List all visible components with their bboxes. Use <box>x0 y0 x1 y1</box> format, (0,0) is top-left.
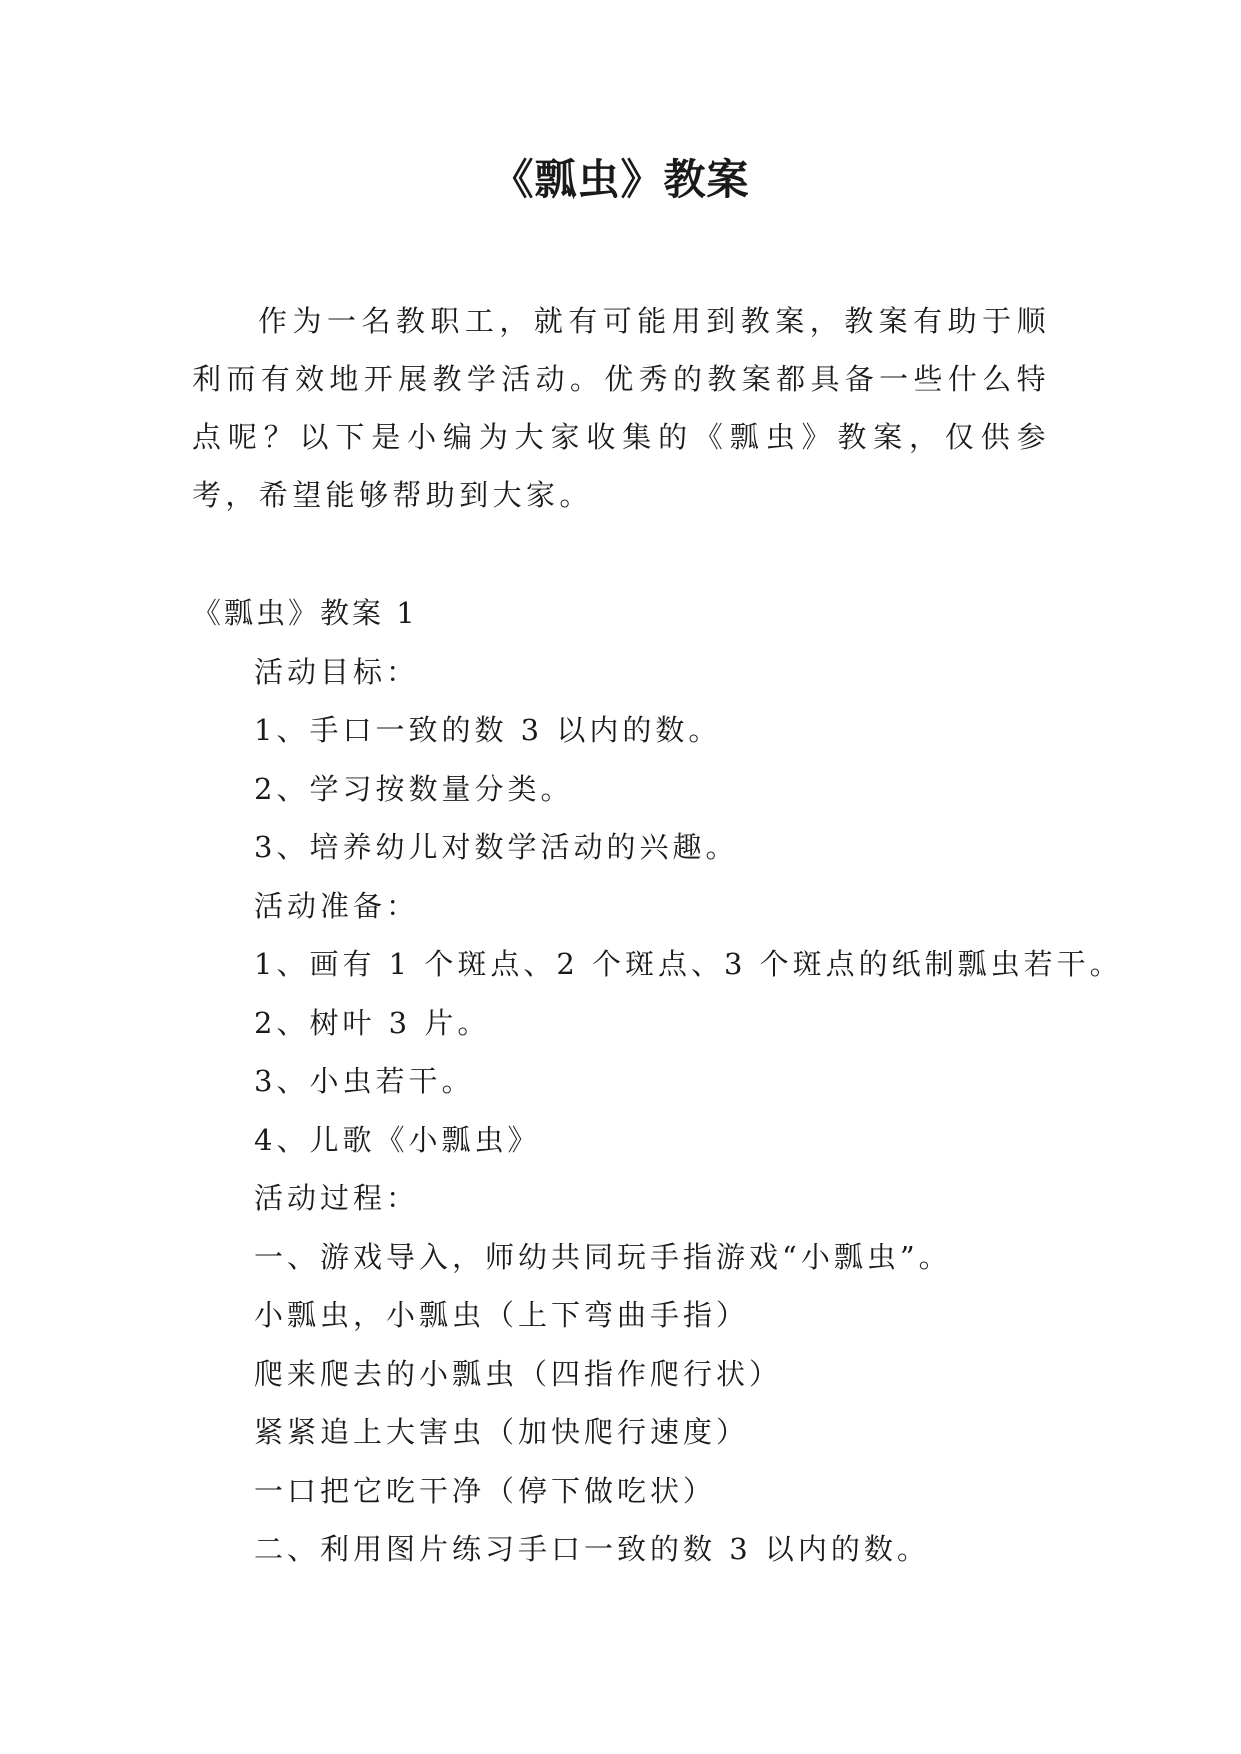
list-item: 2、学习按数量分类。 <box>254 771 574 806</box>
subheading-activity-process: 活动过程： <box>254 1181 420 1215</box>
list-item: 一、游戏导入，师幼共同玩手指游戏“小瓢虫”。 <box>254 1239 952 1274</box>
list-item: 4、儿歌《小瓢虫》 <box>254 1122 541 1157</box>
intro-paragraph: 作为一名教职工，就有可能用到教案，教案有助于顺利而有效地开展教学活动。优秀的教案都具备一些什么特点呢？以下是小编为大家收集的《瓢虫》教案，仅供参考，希望能够帮助到大家。 <box>192 304 1050 512</box>
list-item: 3、培养幼儿对数学活动的兴趣。 <box>254 830 739 864</box>
lesson-plan-body <box>192 584 1123 1579</box>
rhyme-line: 紧紧追上大害虫（加快爬行速度） <box>254 1415 750 1449</box>
rhyme-line: 小瓢虫，小瓢虫（上下弯曲手指） <box>254 1298 750 1332</box>
list-item: 1、画有 1 个斑点、2 个斑点、3 个斑点的纸制瓢虫若干。 <box>254 947 1123 981</box>
list-item: 2、树叶 3 片。 <box>254 1005 491 1040</box>
list-item: 3、小虫若干。 <box>254 1064 475 1098</box>
rhyme-line: 爬来爬去的小瓢虫（四指作爬行状） <box>254 1356 783 1391</box>
section-heading: 《瓢虫》教案 1 <box>192 596 418 630</box>
document-title: 《瓢虫》教案 <box>491 155 750 204</box>
subheading-activity-goals: 活动目标： <box>254 654 420 689</box>
list-item: 二、利用图片练习手口一致的数 3 以内的数。 <box>254 1532 930 1566</box>
subheading-activity-preparation: 活动准备： <box>254 888 420 923</box>
list-item: 1、手口一致的数 3 以内的数。 <box>254 713 722 747</box>
rhyme-line: 一口把它吃干净（停下做吃状） <box>254 1473 717 1508</box>
